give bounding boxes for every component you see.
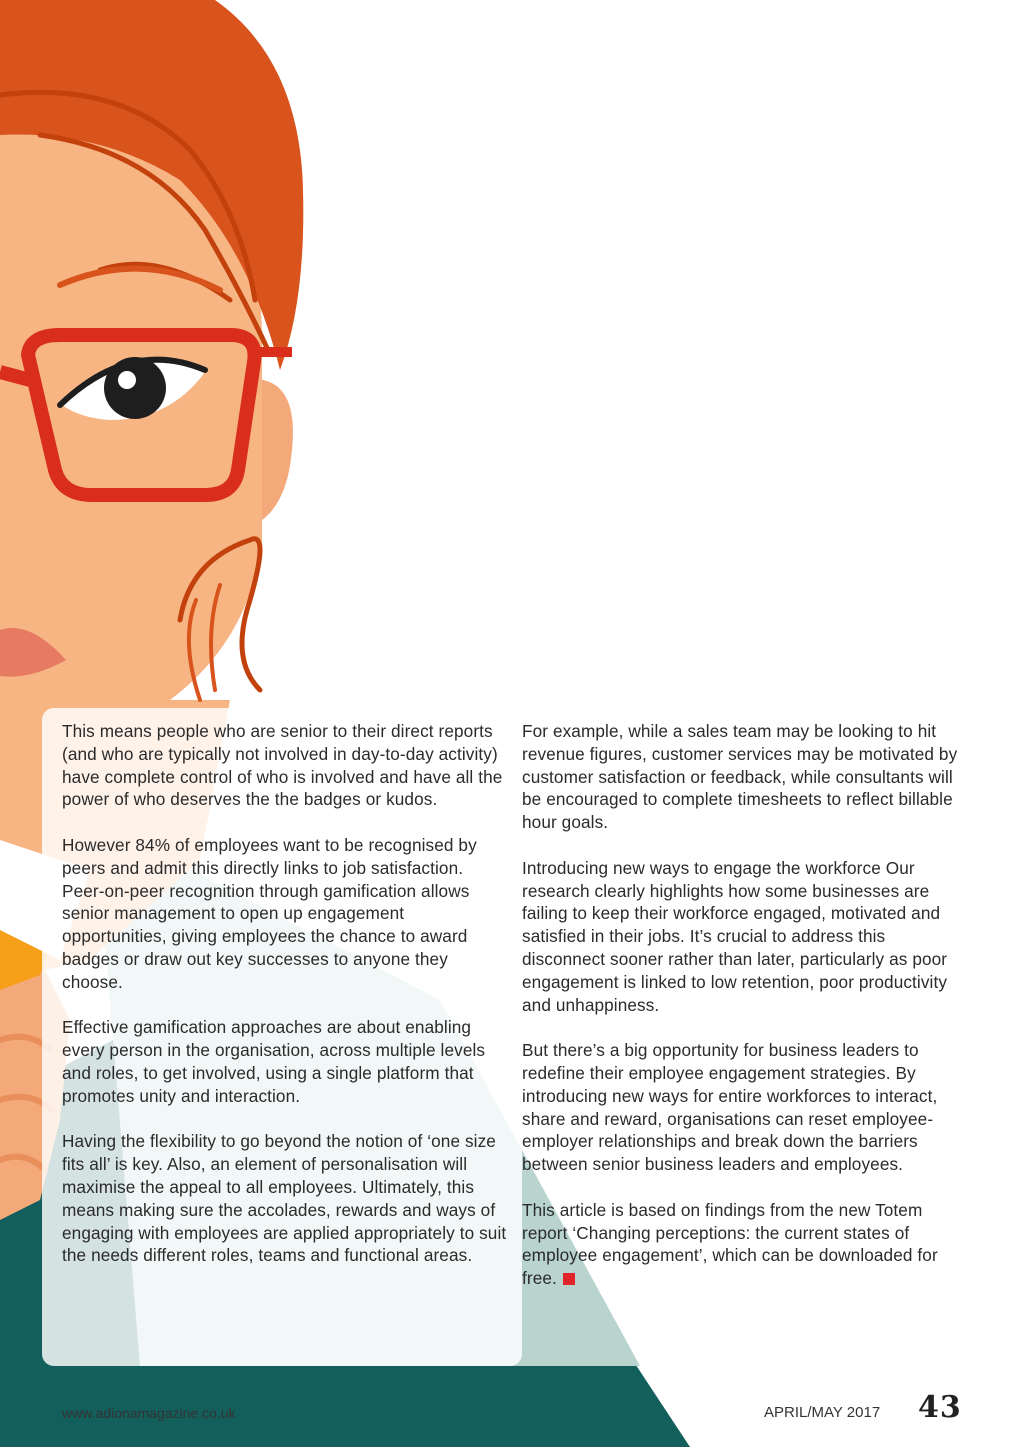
article-right-column xyxy=(522,720,967,1313)
paragraph-text: This article is based on findings from the new Totem report ‘Changing perceptions: the current states of employee engagement’, which can be downloaded for free. xyxy=(522,1199,938,1289)
paragraph: But there’s a big opportunity for business leaders to redefine their employee engagement strategies. By introducing new ways for entire workforces to interact, share and reward, organisations can reset employee-employer relationships and break down the barriers between senior business leaders and employees. xyxy=(522,1040,938,1175)
eye-highlight xyxy=(118,371,136,389)
footer-issue-date: APRIL/MAY 2017 xyxy=(764,1404,881,1421)
page-number: 43 xyxy=(918,1390,962,1425)
paragraph: However 84% of employees want to be recognised by peers and admit this directly links to job satisfaction. Peer-on-peer recognition through gamification allows senior management to open up engagement opportunities, giving employees the chance to award badges or draw out key successes to anyone they choose. xyxy=(62,834,477,992)
article-left-column xyxy=(62,720,510,1290)
paragraph: This means people who are senior to their direct reports (and who are typically not involved in day-to-day activity) have complete control of who is involved and have all the power of who deserves the the badges or kudos. xyxy=(62,721,503,810)
paragraph-final xyxy=(522,1199,967,1290)
glasses-bridge xyxy=(0,372,30,380)
end-of-article-mark xyxy=(563,1273,575,1285)
paragraph: For example, while a sales team may be looking to hit revenue figures, customer services may be motivated by customer satisfaction or feedback, while consultants will be encouraged to complete timesheets to reflect billable hour goals. xyxy=(522,721,958,833)
paragraph: Introducing new ways to engage the workforce Our research clearly highlights how some businesses are failing to keep their workforce engaged, motivated and satisfied in their jobs. It’s crucial to address this disconnect sooner rather than later, particularly as poor engagement is linked to low retention, poor productivity and unhappiness. xyxy=(522,857,948,1015)
footer-url[interactable]: www.adionamagazine.co.uk xyxy=(62,1405,236,1421)
paragraph: Having the flexibility to go beyond the notion of ‘one size fits all’ is key. Also, an element of personalisation will maximise the appeal to all employees. Ultimately, this means making sure the accolades, rewards and ways of engaging with employees are applied appropriately to suit the needs different roles, teams and functional areas. xyxy=(62,1131,507,1266)
paragraph: Effective gamification approaches are about enabling every person in the organisation, across multiple levels and roles, to get involved, using a single platform that promotes unity and interaction. xyxy=(62,1017,486,1106)
